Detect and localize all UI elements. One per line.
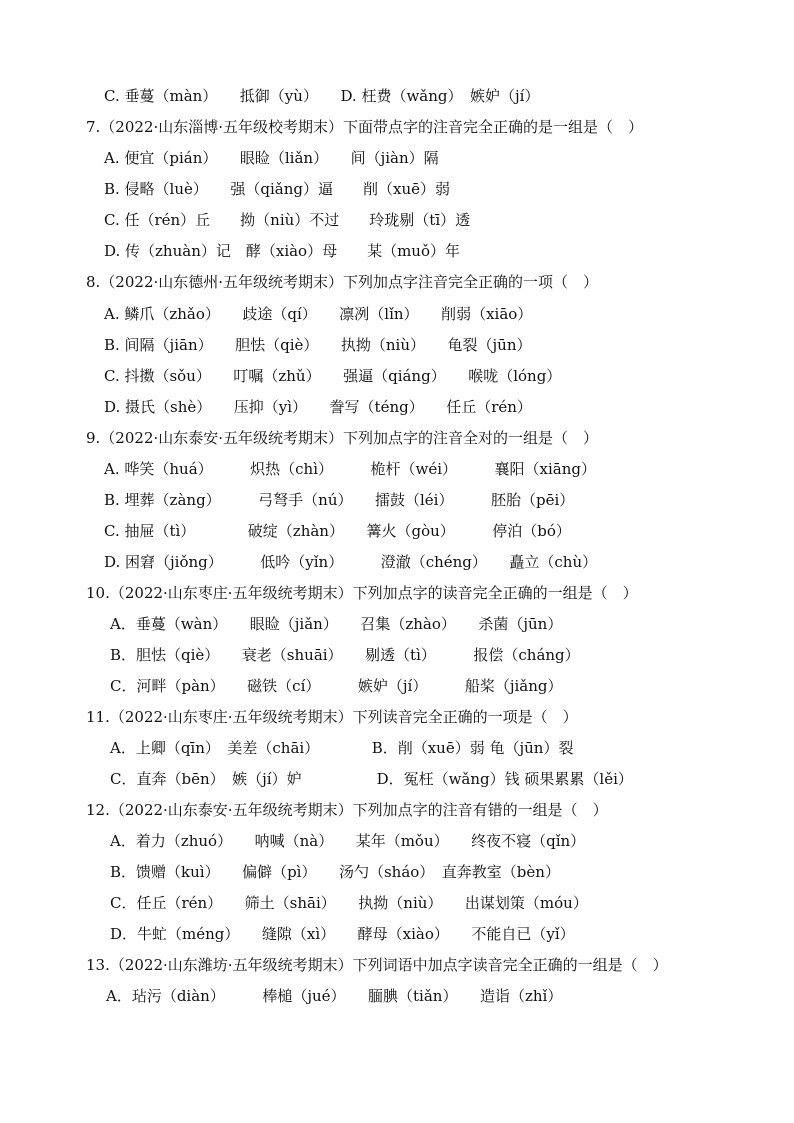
question-9-stem: 9.（2022·山东泰安·五年级统考期末）下列加点字的注音全对的一组是（ ） — [86, 429, 599, 447]
question-7-option-a: A. 便宜（pián） 眼睑（liǎn） 间（jiàn）隔 — [104, 149, 439, 167]
question-11-option-a-b: A．上卿（qīn） 美差（chāi） B．削（xuē）弱 龟（jūn）裂 — [110, 739, 574, 757]
question-11-option-c-d: C．直奔（bēn） 嫉（jí）妒 D．冤枉（wǎng）钱 硕果累累（lěi） — [110, 770, 633, 788]
question-9-option-c: C. 抽屉（tì） 破绽（zhàn） 篝火（gòu） 停泊（bó） — [104, 522, 571, 540]
question-10-option-b: B．胆怯（qiè） 衰老（shuāi） 剔透（tì） 报偿（cháng） — [110, 646, 580, 664]
question-13-stem: 13.（2022·山东潍坊·五年级统考期末）下列词语中加点字读音完全正确的一组是（ ） — [86, 956, 668, 974]
question-12-option-c: C．任丘（rén） 筛土（shāi） 执拗（niù） 出谋划策（móu） — [110, 894, 588, 912]
question-12-option-d: D．牛虻（méng） 缝隙（xì） 酵母（xiào） 不能自已（yǐ） — [110, 925, 575, 943]
question-10-option-c: C．河畔（pàn） 磁铁（cí） 嫉妒（jí） 船桨（jiǎng） — [110, 677, 563, 695]
question-8-option-b: B. 间隔（jiān） 胆怯（qiè） 执拗（niù） 龟裂（jūn） — [104, 336, 532, 354]
question-10-option-a: A．垂蔓（wàn） 眼睑（jiǎn） 召集（zhào） 杀菌（jūn） — [110, 615, 563, 633]
question-9-option-a: A. 哗笑（huá） 炽热（chì） 桅杆（wéi） 襄阳（xiāng） — [104, 460, 596, 478]
question-8-option-c: C. 抖擞（sǒu） 叮嘱（zhǔ） 强逼（qiáng） 喉咙（lóng） — [104, 367, 562, 385]
question-7-option-c: C. 任（rén）丘 拗（niù）不过 玲珑剔（tī）透 — [104, 211, 471, 229]
question-10-stem: 10.（2022·山东枣庄·五年级统考期末）下列加点字的读音完全正确的一组是（ ） — [86, 584, 638, 602]
question-7-option-d: D. 传（zhuàn）记 酵（xiào）母 某（muǒ）年 — [104, 242, 461, 260]
question-6-option-c-d: C. 垂蔓（màn） 抵御（yù） D. 枉费（wǎng） 嫉妒（jí） — [104, 87, 540, 105]
question-12-stem: 12.（2022·山东泰安·五年级统考期末）下列加点字的注音有错的一组是（ ） — [86, 801, 608, 819]
question-8-stem: 8.（2022·山东德州·五年级统考期末）下列加点字注音完全正确的一项（ ） — [86, 273, 599, 291]
question-13-option-a: A．玷污（diàn） 棒槌（jué） 腼腆（tiǎn） 造诣（zhǐ） — [106, 987, 563, 1005]
question-7-option-b: B. 侵略（luè） 强（qiǎng）逼 削（xuē）弱 — [104, 180, 450, 198]
question-8-option-d: D. 摄氏（shè） 压抑（yì） 誊写（téng） 任丘（rén） — [104, 398, 532, 416]
question-9-option-d: D. 困窘（jiǒng） 低吟（yǐn） 澄澈（chéng） 矗立（chù） — [104, 553, 598, 571]
question-12-option-a: A．着力（zhuó） 呐喊（nà） 某年（mǒu） 终夜不寝（qǐn） — [110, 832, 586, 850]
question-9-option-b: B. 埋葬（zàng） 弓弩手（nú） 擂鼓（léi） 胚胎（pēi） — [104, 491, 575, 509]
question-12-option-b: B．馈赠（kuì） 偏僻（pì） 汤勺（sháo） 直奔教室（bèn） — [110, 863, 560, 881]
question-7-stem: 7.（2022·山东淄博·五年级校考期末）下面带点字的注音完全正确的是一组是（ ） — [86, 118, 644, 136]
question-11-stem: 11.（2022·山东枣庄·五年级统考期末）下列读音完全正确的一项是（ ） — [86, 708, 578, 726]
question-8-option-a: A. 鳞爪（zhǎo） 歧途（qí） 凛冽（lǐn） 削弱（xiāo） — [104, 305, 533, 323]
